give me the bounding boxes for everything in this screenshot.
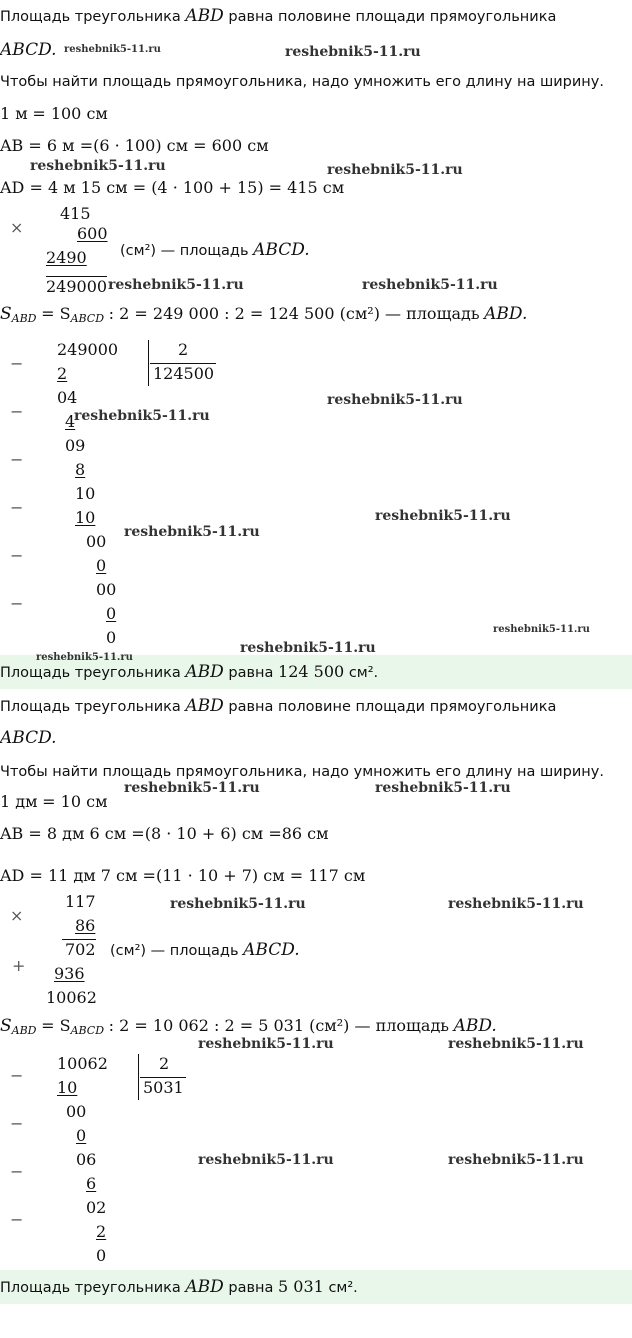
watermark: reshebnik5-11.ru [285, 44, 421, 60]
watermark: reshebnik5-11.ru [327, 392, 463, 408]
division-step: 0 [106, 628, 117, 647]
mult-rule [62, 939, 96, 940]
minus-sign: − [10, 498, 24, 517]
mult-factor-b: 600 [77, 224, 108, 243]
watermark: reshebnik5-11.ru [108, 277, 244, 293]
mult-factor-b: 86 [75, 916, 96, 935]
area-line: $S_{ABD} = S_{ABCD}$ : 2 = 249 000 : 2 = 124 500 (см²) — площадь ABD. [0, 304, 528, 325]
division-bar [148, 340, 149, 386]
watermark: reshebnik5-11.ru [327, 162, 463, 178]
mult-note: (см²) — площадь ABCD. [120, 240, 310, 260]
mult-factor-a: 117 [65, 892, 96, 911]
minus-sign: − [10, 1114, 24, 1133]
dividend: 10062 [57, 1054, 108, 1073]
watermark: reshebnik5-11.ru [448, 896, 584, 912]
plus-sign: + [12, 956, 26, 975]
division-step: 10 [75, 484, 96, 503]
watermark: reshebnik5-11.ru [198, 1152, 334, 1168]
watermark: reshebnik5-11.ru [448, 1152, 584, 1168]
quotient: 124500 [153, 364, 215, 383]
division-step: 8 [75, 460, 86, 479]
minus-sign: − [10, 1066, 24, 1085]
division-step: 2 [96, 1222, 107, 1241]
watermark: reshebnik5-11.ru [30, 158, 166, 174]
ad-line: AD = 11 дм 7 см =(11 · 10 + 7) см = 117 см [0, 866, 366, 885]
division-step: 00 [86, 532, 107, 551]
conversion-line: 1 м = 100 см [0, 104, 108, 123]
watermark: reshebnik5-11.ru [240, 640, 376, 656]
division-step: 6 [86, 1174, 97, 1193]
divisor: 2 [159, 1054, 170, 1073]
mult-note: (см²) — площадь ABCD. [110, 940, 300, 960]
watermark: reshebnik5-11.ru [36, 652, 133, 663]
watermark: reshebnik5-11.ru [198, 1036, 334, 1052]
division-step: 0 [96, 1246, 107, 1265]
minus-sign: − [10, 546, 24, 565]
method-text: Чтобы найти площадь прямоугольника, надо умножить его длину на ширину. [0, 74, 604, 90]
division-step: 02 [86, 1198, 107, 1217]
rect-label: ABCD. [0, 728, 57, 748]
watermark: reshebnik5-11.ru [74, 408, 210, 424]
division-step: 0 [106, 604, 117, 623]
watermark: reshebnik5-11.ru [124, 524, 260, 540]
division-step: 0 [76, 1126, 87, 1145]
mult-result: 249000 [46, 277, 108, 296]
times-sign: × [10, 906, 24, 925]
minus-sign: − [10, 1210, 24, 1229]
division-step: 4 [65, 412, 76, 431]
answer-line: Площадь треугольника ABD равна 5 031 см². [0, 1277, 358, 1297]
ab-line: AB = 6 м =(6 · 100) см = 600 см [0, 136, 269, 155]
watermark: reshebnik5-11.ru [170, 896, 306, 912]
intro-line-2: Площадь треугольника ABD равна половине площади прямоугольника [0, 696, 557, 716]
watermark: reshebnik5-11.ru [375, 508, 511, 524]
division-step: 00 [66, 1102, 87, 1121]
mult-partial: 2490 [46, 248, 87, 267]
rect-label: ABCD. [0, 40, 57, 60]
minus-sign: − [10, 1162, 24, 1181]
division-step: 10 [57, 1078, 78, 1097]
watermark: reshebnik5-11.ru [493, 624, 590, 635]
division-step: 06 [76, 1150, 97, 1169]
area-line: $S_{ABD} = S_{ABCD}$ : 2 = 10 062 : 2 = 5 031 (см²) — площадь ABD. [0, 1016, 497, 1037]
minus-sign: − [10, 594, 24, 613]
watermark: reshebnik5-11.ru [362, 277, 498, 293]
minus-sign: − [10, 450, 24, 469]
answer-line: Площадь треугольника ABD равна 124 500 см². [0, 662, 379, 682]
watermark: reshebnik5-11.ru [375, 780, 511, 796]
mult-partial: 936 [54, 964, 85, 983]
division-step: 10 [75, 508, 96, 527]
division-step: 2 [57, 364, 68, 383]
watermark: reshebnik5-11.ru [64, 44, 161, 55]
divisor: 2 [178, 340, 189, 359]
ad-line: AD = 4 м 15 см = (4 · 100 + 15) = 415 см [0, 178, 345, 197]
conversion-line: 1 дм = 10 см [0, 792, 108, 811]
mult-factor-a: 415 [60, 204, 91, 223]
watermark: reshebnik5-11.ru [124, 780, 260, 796]
quotient: 5031 [143, 1078, 184, 1097]
division-bar [138, 1054, 139, 1100]
method-text: Чтобы найти площадь прямоугольника, надо умножить его длину на ширину. [0, 764, 604, 780]
division-step: 09 [65, 436, 86, 455]
division-step: 0 [96, 556, 107, 575]
watermark: reshebnik5-11.ru [448, 1036, 584, 1052]
mult-result: 10062 [46, 988, 97, 1007]
mult-partial: 702 [65, 940, 96, 959]
times-sign: × [10, 218, 24, 237]
minus-sign: − [10, 402, 24, 421]
ab-line: AB = 8 дм 6 см =(8 · 10 + 6) см =86 см [0, 824, 329, 843]
division-step: 04 [57, 388, 78, 407]
division-step: 00 [96, 580, 117, 599]
intro-line-1: Площадь треугольника ABD равна половине площади прямоугольника [0, 6, 557, 26]
dividend: 249000 [57, 340, 119, 359]
minus-sign: − [10, 354, 24, 373]
